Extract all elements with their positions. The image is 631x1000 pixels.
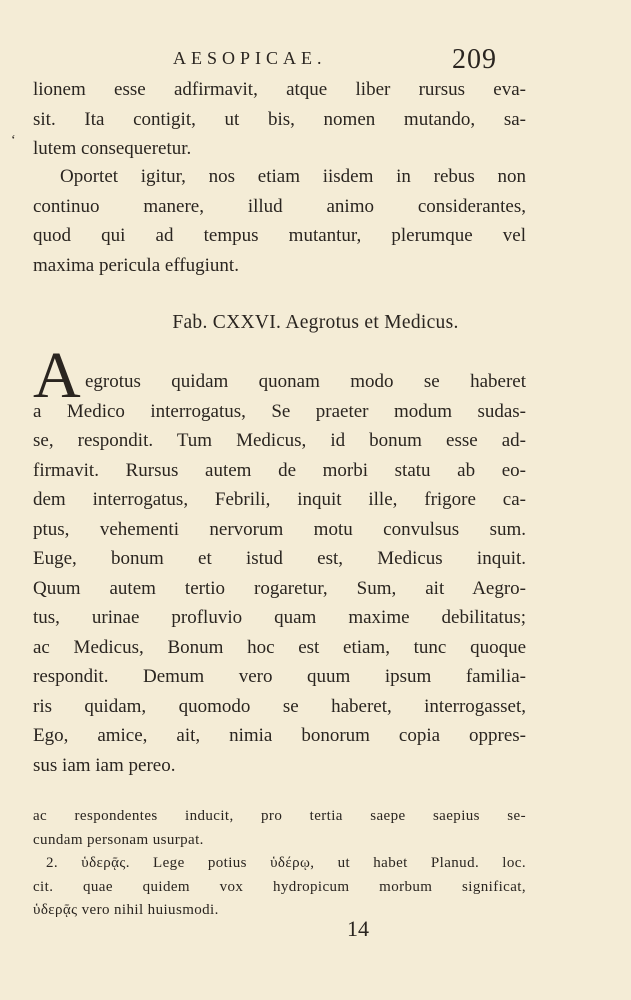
text-line: Euge, bonum et istud est, Medicus inquit. xyxy=(33,548,526,569)
text-line: se, respondit. Tum Medicus, id bonum esse ad- xyxy=(33,430,526,451)
fable-title: Fab. CXXVI. Aegrotus et Medicus. xyxy=(172,312,459,333)
text-line: respondit. Demum vero quum ipsum familia- xyxy=(33,666,526,687)
fable-text xyxy=(33,367,526,780)
text-line: ac Medicus, Bonum hoc est etiam, tunc quoque xyxy=(33,636,526,658)
margin-mark: ʻ xyxy=(11,133,16,148)
footnote-line: ὑδερᾷς vero nihil huiusmodi. xyxy=(33,902,219,918)
running-head xyxy=(0,44,631,74)
paragraph-continuation xyxy=(33,75,526,164)
running-title: AESOPICAE. xyxy=(173,48,327,68)
footnote-line: cundam personam usurpat. xyxy=(33,831,204,848)
text-line: ptus, vehementi nervorum motu convulsus sum. xyxy=(33,518,526,540)
drop-cap: A xyxy=(33,339,81,412)
text-line: ris quidam, quomodo se haberet, interrogasset, xyxy=(33,695,526,717)
footnote-line: 2. ὑδερᾷς. Lege potius ὑδέρῳ, ut habet Planud. loc. xyxy=(46,855,526,871)
footnote-line: cit. quae quidem vox hydropicum morbum significat, xyxy=(33,878,526,895)
text-line: sit. Ita contigit, ut bis, nomen mutando, sa- xyxy=(33,108,526,130)
text-line: maxima pericula effugiunt. xyxy=(33,254,239,276)
text-line: dem interrogatus, Febrili, inquit ille, frigore ca- xyxy=(33,489,526,510)
text-line: Oportet igitur, nos etiam iisdem in rebus non xyxy=(60,166,526,187)
footnote-line: ac respondentes inducit, pro tertia saepe saepius se- xyxy=(33,808,526,824)
page-number: 209 xyxy=(452,44,497,75)
footnotes xyxy=(33,805,526,923)
text-line: lionem esse adfirmavit, atque liber rursus eva- xyxy=(33,79,526,100)
text-line: sus iam iam pereo. xyxy=(33,754,176,776)
text-line: lutem consequeretur. xyxy=(33,138,192,159)
text-line: continuo manere, illud animo considerantes, xyxy=(33,195,526,217)
text-line: egrotus quidam quonam modo se haberet xyxy=(85,371,526,392)
text-line: Ego, amice, ait, nimia bonorum copia oppres- xyxy=(33,725,526,746)
text-line: firmavit. Rursus autem de morbi statu ab eo- xyxy=(33,459,526,481)
paragraph-moral xyxy=(33,162,526,280)
text-line: Quum autem tertio rogaretur, Sum, ait Aegro- xyxy=(33,577,526,599)
text-line: quod qui ad tempus mutantur, plerumque vel xyxy=(33,225,526,246)
signature-mark: 14 xyxy=(347,916,369,941)
text-line: tus, urinae profluvio quam maxime debilitatus; xyxy=(33,607,526,628)
text-line: a Medico interrogatus, Se praeter modum sudas- xyxy=(33,400,526,422)
